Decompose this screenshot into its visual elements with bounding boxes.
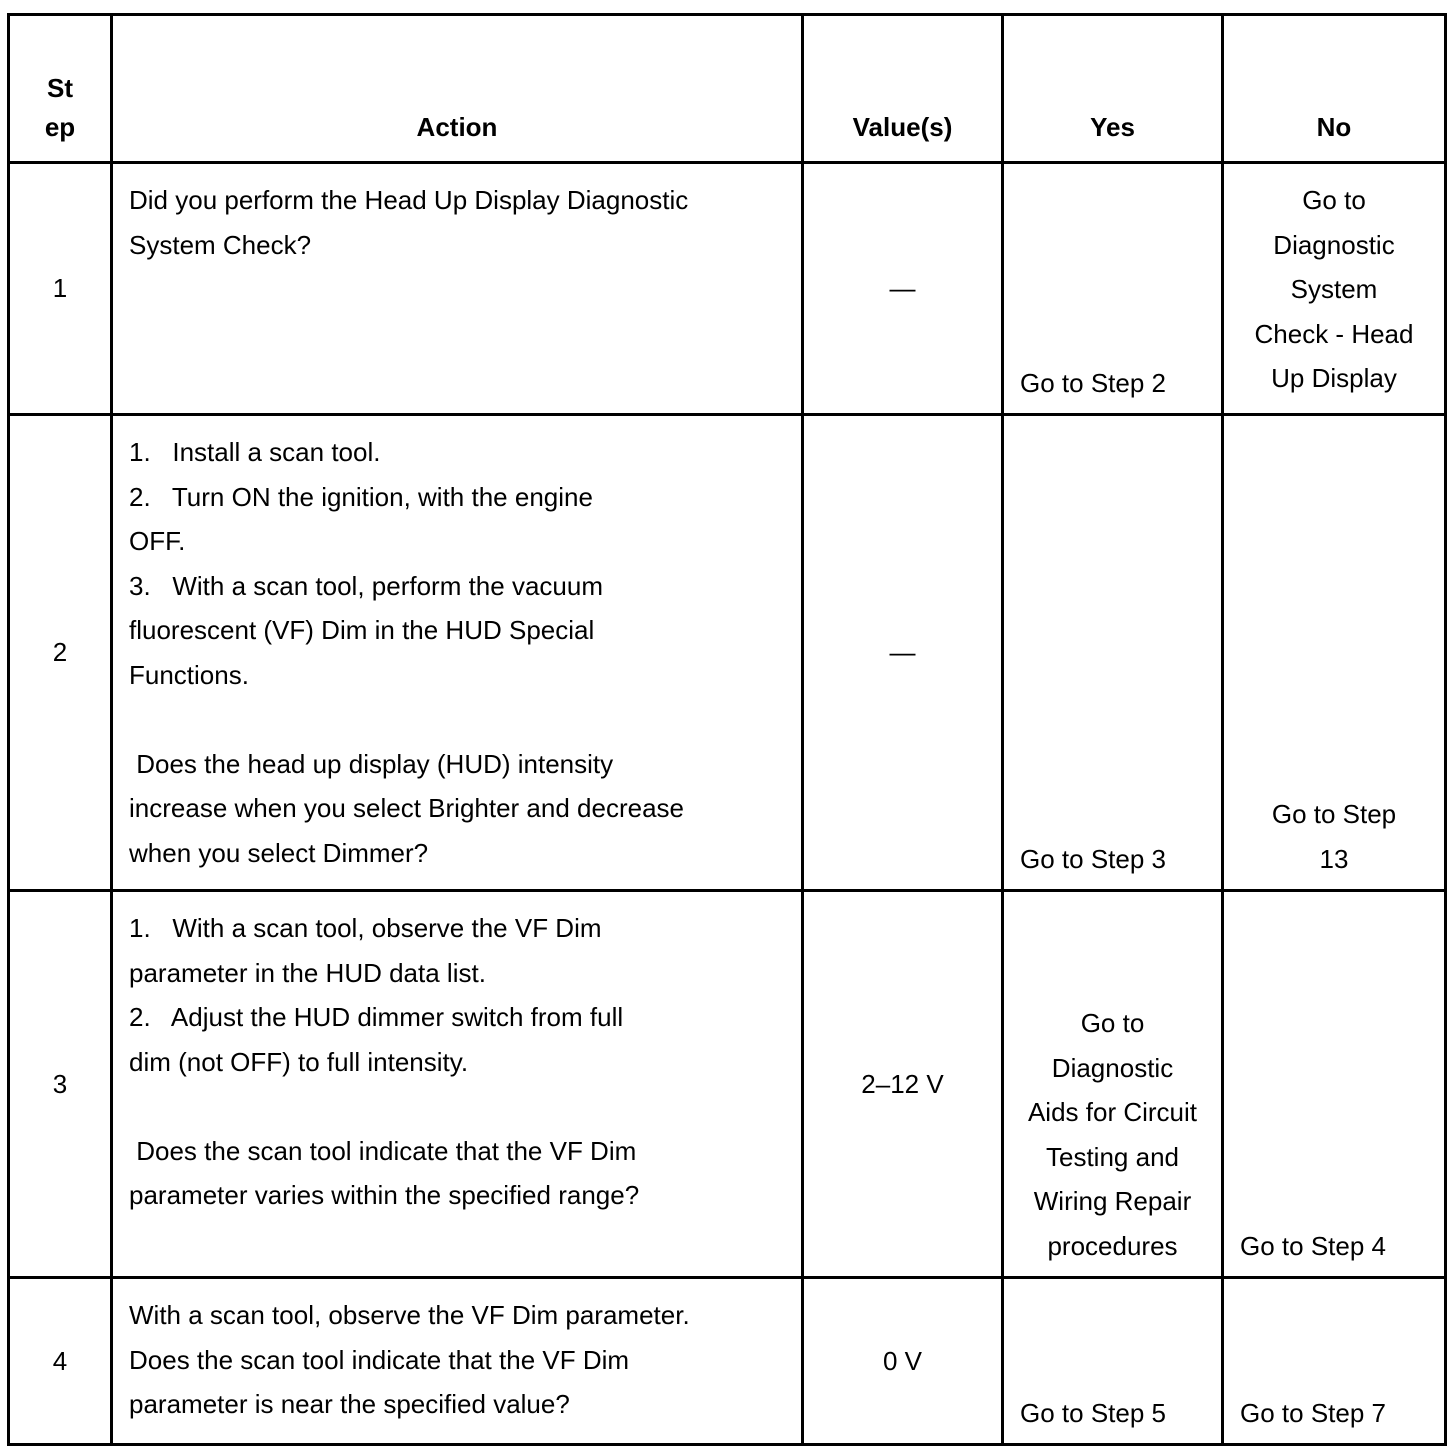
header-yes: Yes [1003, 15, 1223, 163]
header-step: St ep [9, 15, 112, 163]
yes-cell: Go to Diagnostic Aids for Circuit Testing and Wiring Repair procedures [1003, 891, 1223, 1278]
step-number: 4 [9, 1278, 112, 1445]
step-number: 1 [9, 163, 112, 415]
value-cell: — [803, 163, 1003, 415]
table-row [9, 415, 1446, 891]
action-cell: Did you perform the Head Up Display Diagnostic System Check? [112, 163, 803, 415]
diagnostic-table [7, 13, 1447, 1446]
action-cell: With a scan tool, observe the VF Dim parameter. Does the scan tool indicate that the VF Dim parameter is near the specified value? [112, 1278, 803, 1445]
value-cell: 0 V [803, 1278, 1003, 1445]
no-cell: Go to Diagnostic System Check - Head Up Display [1223, 163, 1446, 415]
header-no: No [1223, 15, 1446, 163]
header-action: Action [112, 15, 803, 163]
step-number: 2 [9, 415, 112, 891]
value-cell: 2–12 V [803, 891, 1003, 1278]
yes-cell: Go to Step 2 [1003, 163, 1223, 415]
action-cell: 1. Install a scan tool. 2. Turn ON the ignition, with the engine OFF. 3. With a scan tool, perform the vacuum fluorescent (VF) Dim in the HUD Special Functions. Does the head up display (HUD) intensity increase when you select Brighter and decrease when you select Dimmer? [112, 415, 803, 891]
header-row [9, 15, 1446, 163]
yes-cell: Go to Step 3 [1003, 415, 1223, 891]
step-number: 3 [9, 891, 112, 1278]
table-row [9, 163, 1446, 415]
value-cell: — [803, 415, 1003, 891]
table-row [9, 891, 1446, 1278]
no-cell: Go to Step 13 [1223, 415, 1446, 891]
yes-cell: Go to Step 5 [1003, 1278, 1223, 1445]
table-row [9, 1278, 1446, 1445]
header-values: Value(s) [803, 15, 1003, 163]
no-cell: Go to Step 4 [1223, 891, 1446, 1278]
no-cell: Go to Step 7 [1223, 1278, 1446, 1445]
action-cell: 1. With a scan tool, observe the VF Dim parameter in the HUD data list. 2. Adjust the HUD dimmer switch from full dim (not OFF) to full intensity. Does the scan tool indicate that the VF Dim parameter varies within the specified range? [112, 891, 803, 1278]
